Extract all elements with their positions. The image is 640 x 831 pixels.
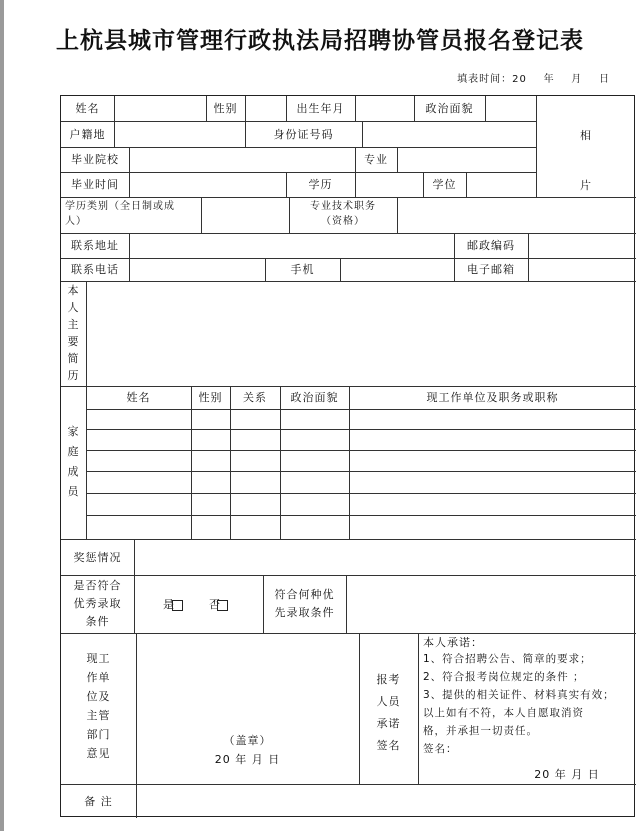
promise-date-label: 20 年 月 日 <box>534 768 600 781</box>
edu-label: 学历 <box>308 178 333 191</box>
page-edge <box>0 0 4 831</box>
unit-opinion-label-char: 部门 <box>86 728 111 741</box>
email-label: 电子邮箱 <box>467 263 515 276</box>
mobile-field[interactable] <box>341 259 453 280</box>
excellent-label-3: 条件 <box>85 615 110 628</box>
id-number-field[interactable] <box>363 122 535 146</box>
unit-opinion-label-char: 现工 <box>86 652 111 665</box>
hukou-field[interactable] <box>115 122 244 146</box>
excellent-label-2: 优秀录取 <box>73 597 122 610</box>
political-label: 政治面貌 <box>425 102 474 115</box>
fill-date: 填表时间：20 年 月 日 <box>457 74 610 85</box>
phone-label: 联系电话 <box>71 263 119 276</box>
resume-label-char: 本 <box>67 284 80 297</box>
birth-label: 出生年月 <box>296 102 345 115</box>
no-checkbox[interactable] <box>217 600 228 611</box>
phone-field[interactable] <box>130 259 264 280</box>
family-label-char: 成 <box>67 465 80 478</box>
family-relation-header: 关系 <box>243 391 267 404</box>
tech-title-label-1: 专业技术职务 <box>310 201 376 212</box>
postcode-field[interactable] <box>529 234 635 257</box>
grid-line <box>86 386 87 539</box>
school-label: 毕业院校 <box>71 153 119 166</box>
unit-opinion-label-char: 位及 <box>86 690 111 703</box>
family-row-line <box>86 429 636 430</box>
resume-label-char: 人 <box>67 301 80 314</box>
political-field[interactable] <box>486 97 535 120</box>
birth-field[interactable] <box>356 97 413 120</box>
resume-field[interactable] <box>87 282 635 385</box>
promise-signature-label-char: 承诺 <box>376 717 401 730</box>
major-label: 专业 <box>364 153 388 166</box>
no-label: 否 <box>209 598 221 611</box>
promise-title: 本人承诺： <box>423 636 483 649</box>
family-row-line <box>86 515 636 516</box>
postcode-label: 邮政编码 <box>467 239 515 252</box>
address-label: 联系地址 <box>71 239 119 252</box>
resume-label-char: 要 <box>67 335 80 348</box>
grad-time-field[interactable] <box>130 173 285 196</box>
edu-type-field[interactable] <box>202 198 288 232</box>
family-label-char: 家 <box>67 425 80 438</box>
email-field[interactable] <box>529 259 635 280</box>
unit-opinion-label-char: 作单 <box>86 671 111 684</box>
name-field[interactable] <box>115 97 205 120</box>
yes-label: 是 <box>163 598 175 611</box>
family-gender-header: 性别 <box>198 391 223 404</box>
hukou-label: 户籍地 <box>69 128 106 141</box>
promise-line: 格，并承担一切责任。 <box>423 725 538 737</box>
family-row-line <box>86 409 636 410</box>
priority-label-1: 符合何种优 <box>274 588 335 601</box>
id-number-label: 身份证号码 <box>273 128 334 141</box>
resume-label-char: 主 <box>67 318 80 331</box>
promise-line: 1、符合招聘公告、简章的要求； <box>423 653 592 665</box>
family-label-char: 庭 <box>67 445 80 458</box>
grid-line <box>418 633 419 784</box>
grid-line <box>134 575 135 633</box>
tech-title-field[interactable] <box>398 198 635 232</box>
family-label-char: 员 <box>67 485 80 498</box>
grid-line <box>280 386 281 539</box>
photo-label-2: 片 <box>580 179 592 192</box>
resume-label-char: 历 <box>67 369 80 382</box>
major-field[interactable] <box>398 148 535 171</box>
awards-label: 奖惩情况 <box>73 551 122 564</box>
promise-signature-label-char: 人员 <box>376 695 401 708</box>
family-row-line <box>86 493 636 494</box>
unit-date-label: 20 年 月 日 <box>214 753 281 766</box>
grid-line <box>359 633 360 784</box>
remarks-field[interactable] <box>137 785 635 817</box>
name-label: 姓名 <box>75 102 100 115</box>
excellent-label-1: 是否符合 <box>73 579 122 592</box>
edu-type-label-1: 学历类别（全日制或成 <box>65 201 175 212</box>
awards-field[interactable] <box>135 540 635 574</box>
yes-checkbox[interactable] <box>172 600 183 611</box>
degree-label: 学位 <box>432 178 457 191</box>
school-field[interactable] <box>130 148 354 171</box>
promise-line: 3、提供的相关证件、材料真实有效； <box>423 689 615 701</box>
promise-signature-label-char: 报考 <box>376 673 401 686</box>
form-title: 上杭县城市管理行政执法局招聘协管员报名登记表 <box>56 27 584 54</box>
grid-line <box>230 386 231 539</box>
promise-signature-label-char: 签名 <box>376 739 401 752</box>
tech-title-label-2: （资格） <box>321 216 365 227</box>
grid-line <box>191 386 192 539</box>
edu-field[interactable] <box>356 173 422 196</box>
gender-label: 性别 <box>213 102 238 115</box>
unit-opinion-label-char: 意见 <box>86 747 111 760</box>
priority-condition-field[interactable] <box>264 576 635 632</box>
gender-field[interactable] <box>246 97 285 120</box>
family-row-line <box>86 471 636 472</box>
registration-form <box>60 95 635 817</box>
edu-type-label-2: 人） <box>65 216 87 227</box>
promise-line: 签名： <box>423 743 458 755</box>
resume-label-char: 简 <box>67 352 80 365</box>
unit-opinion-label-char: 主管 <box>86 709 111 722</box>
seal-label: （盖章） <box>223 734 272 747</box>
degree-field[interactable] <box>467 173 535 196</box>
family-name-header: 姓名 <box>126 391 151 404</box>
row-line <box>61 633 636 634</box>
grad-time-label: 毕业时间 <box>71 178 119 191</box>
priority-label-2: 先录取条件 <box>274 606 335 619</box>
promise-line: 2、符合报考岗位规定的条件 ； <box>423 671 585 683</box>
family-work-header: 现工作单位及职务或职称 <box>426 391 559 404</box>
promise-line: 以上如有不符，本人自愿取消资 <box>423 707 584 719</box>
remarks-label: 备 注 <box>84 795 113 808</box>
family-political-header: 政治面貌 <box>290 391 339 404</box>
mobile-label: 手机 <box>290 263 315 276</box>
address-field[interactable] <box>130 234 453 257</box>
grid-line <box>349 386 350 539</box>
photo-label-1: 相 <box>580 129 592 142</box>
family-row-line <box>86 450 636 451</box>
